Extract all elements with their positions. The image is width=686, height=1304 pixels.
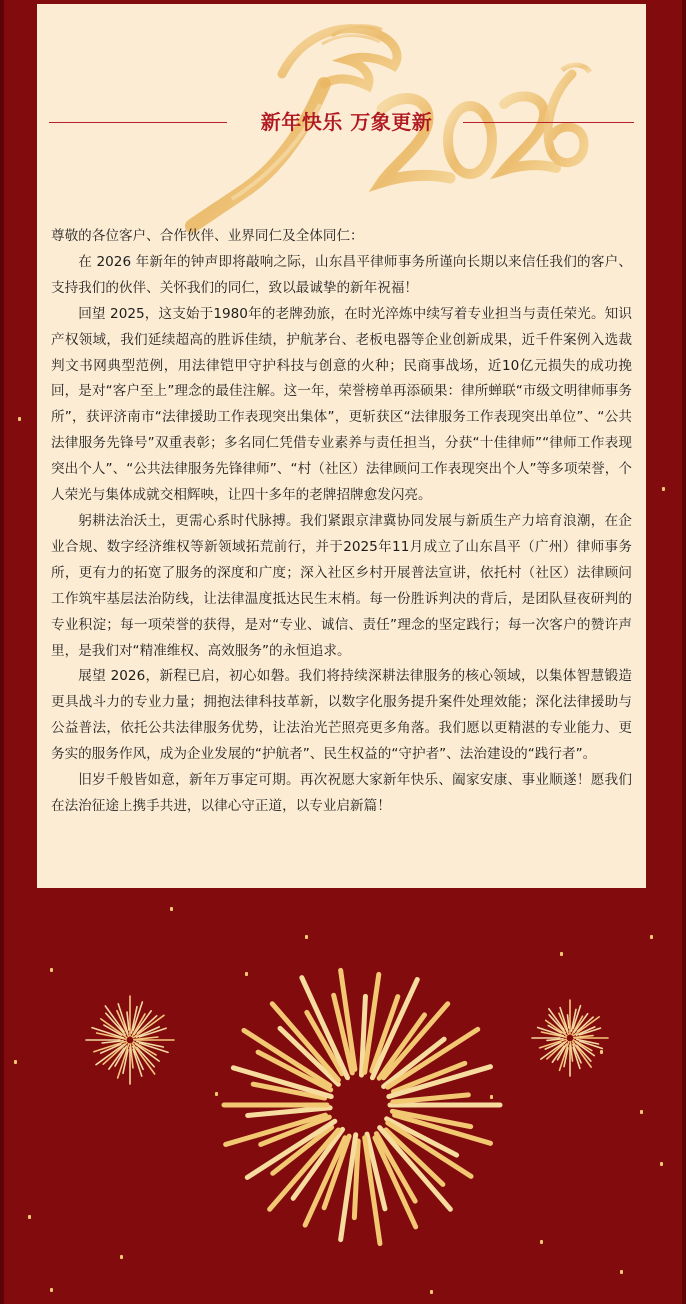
sparkle	[490, 1095, 493, 1099]
firework-right	[528, 996, 612, 1080]
paragraph-5: 旧岁千般皆如意，新年万事定可期。再次祝愿大家新年快乐、阖家安康、事业顺遂！愿我们在法治征途上携手共进，以律心守正道，以专业启新篇！	[51, 772, 632, 814]
sparkle	[620, 1270, 623, 1274]
paragraph-3: 躬耕法治沃土，更需心系时代脉搏。我们紧跟京津冀协同发展与新质生产力培育浪潮，在企业合规、数字经济维权等新领域拓荒前行，并于2025年11月成立了山东昌平（广州）律师事务所，更有力的拓宽了服务的深度和广度；深入社区乡村开展普法宣讲，依托村（社区）法律顾问工作筑牢基层法治防线，让法律温度抵达民生末梢。每一份胜诉判决的背后，是团队昼夜研判的专业积淀；每一项荣誉的获得，是对“专业、诚信、责任”理念的坚定践行；每一次客户的赞许声里，是我们对“精准维权、高效服务”的永恒追求。	[51, 512, 632, 659]
sparkle	[18, 417, 21, 421]
sparkle	[540, 1240, 543, 1244]
sparkle	[245, 972, 248, 976]
sparkle	[215, 1092, 218, 1096]
sparkle	[120, 1255, 123, 1259]
title-rule-left	[49, 122, 227, 123]
sparkle	[305, 935, 308, 939]
paragraph-2: 回望 2025，这支始于1980年的老牌劲旅，在时光淬炼中续写着专业担当与责任荣光。知识产权领域，我们延续超高的胜诉佳绩，护航茅台、老板电器等企业创新成果，近千件案例入选裁判文书网典型范例，用法律铠甲守护科技与创意的火种；民商事战场，近10亿元损失的成功挽回，是对“客户至上”理念的最佳注解。这一年，荣誉榜单再添硕果：律所蝉联“市级文明律师事务所”，获评济南市“法律援助工作表现突出集体”，更斩获区“法律服务工作表现突出单位”、“公共法律服务先锋号”双重表彰；多名同仁凭借专业素养与责任担当，分获“十佳律师”“律师工作表现突出个人”、“公共法律服务先锋律师”、“村（社区）法律顾问工作表现突出个人”等多项荣誉，个人荣光与集体成就交相辉映，让四十多年的老牌招牌愈发闪亮。	[51, 305, 632, 504]
sparkle	[50, 1288, 53, 1292]
sparkle	[14, 1060, 17, 1064]
sparkle	[640, 1110, 643, 1114]
title-rule-right	[463, 122, 634, 123]
paragraph-1: 在 2026 年新年的钟声即将敲响之际，山东昌平律师事务所谨向长期以来信任我们的客户、支持我们的伙伴、关怀我们的同仁，致以最诚挚的新年祝福！	[51, 253, 632, 296]
right-edge	[682, 0, 686, 1304]
sparkle	[430, 1290, 433, 1294]
sparkle	[662, 487, 665, 491]
firework-center	[210, 955, 510, 1255]
sparkle	[600, 1050, 603, 1054]
sparkle	[170, 907, 173, 911]
sparkle	[660, 1162, 663, 1166]
paragraph-4: 展望 2026，新程已启，初心如磐。我们将持续深耕法律服务的核心领域，以集体智慧锻造更具战斗力的专业力量；拥抱法律科技革新，以数字化服务提升案件处理效能；深化法律援助与公益普法，依托公共法律服务优势，让法治光芒照亮更多角落。我们愿以更精湛的专业能力、更务实的服务作风，成为企业发展的“护航者”、民生权益的“守护者”、法治建设的“践行者”。	[51, 668, 632, 763]
sparkle	[650, 935, 653, 939]
title-row	[49, 102, 634, 142]
sparkle	[28, 1215, 31, 1219]
page-title: 新年快乐 万象更新	[260, 110, 433, 134]
letter-card	[37, 4, 646, 888]
greeting: 尊敬的各位客户、合作伙伴、业界同仁及全体同仁：	[51, 228, 364, 244]
firework-left	[80, 990, 180, 1090]
letter-body	[51, 224, 632, 820]
left-edge	[0, 0, 4, 1304]
sparkle	[50, 968, 53, 972]
sparkle	[560, 952, 563, 956]
